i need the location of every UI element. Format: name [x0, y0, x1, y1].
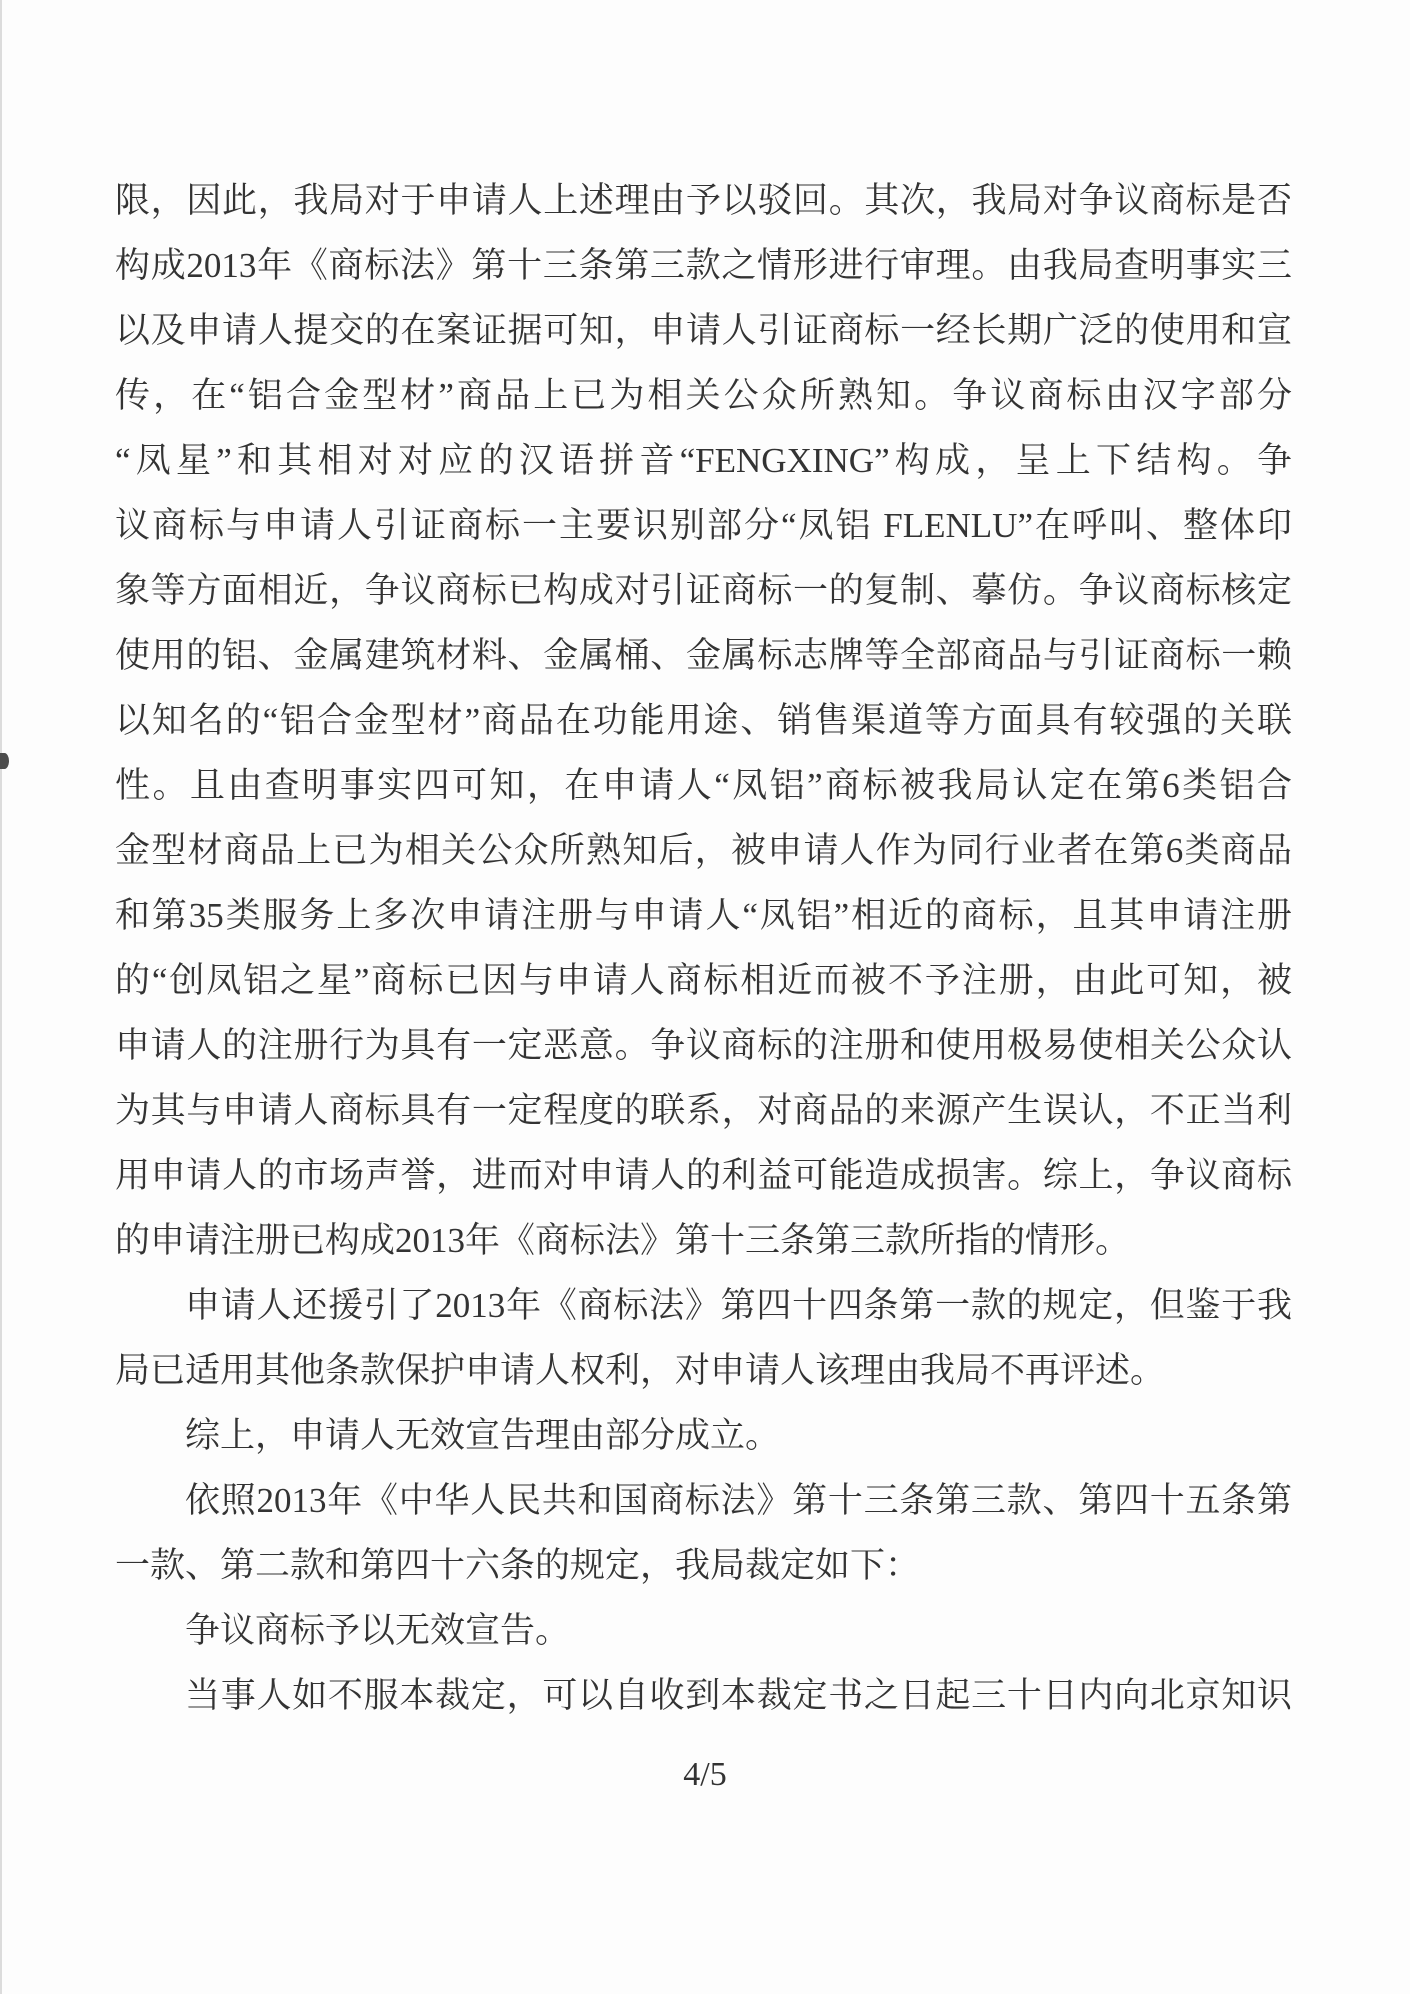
text-line: 和第35类服务上多次申请注册与申请人“凤铝”相近的商标，且其申请注册 [115, 896, 1292, 935]
text-line: 依照2013年《中华人民共和国商标法》第十三条第三款、第四十五条第 [185, 1481, 1292, 1520]
text-line: 为其与申请人商标具有一定程度的联系，对商品的来源产生误认，不正当利 [115, 1091, 1292, 1130]
scan-edge-artifact [0, 0, 2, 1994]
text-line: 金型材商品上已为相关公众所熟知后，被申请人作为同行业者在第6类商品 [115, 831, 1292, 870]
text-line: 以及申请人提交的在案证据可知，申请人引证商标一经长期广泛的使用和宣 [115, 311, 1292, 350]
text-line: 议商标与申请人引证商标一主要识别部分“凤铝 FLENLU”在呼叫、整体印 [115, 506, 1292, 545]
text-line: 使用的铝、金属建筑材料、金属桶、金属标志牌等全部商品与引证商标一赖 [115, 636, 1292, 675]
text-line: “凤星”和其相对对应的汉语拼音“FENGXING”构成，呈上下结构。争 [115, 441, 1292, 480]
text-line: 象等方面相近，争议商标已构成对引证商标一的复制、摹仿。争议商标核定 [115, 571, 1292, 610]
text-line: 申请人还援引了2013年《商标法》第四十四条第一款的规定，但鉴于我 [185, 1286, 1292, 1325]
text-line: 用申请人的市场声誉，进而对申请人的利益可能造成损害。综上，争议商标 [115, 1156, 1292, 1195]
text-line: 一款、第二款和第四十六条的规定，我局裁定如下： [115, 1546, 921, 1585]
text-line: 申请人的注册行为具有一定恶意。争议商标的注册和使用极易使相关公众认 [115, 1026, 1292, 1065]
text-line: 以知名的“铝合金型材”商品在功能用途、销售渠道等方面具有较强的关联 [115, 701, 1292, 740]
text-line: 争议商标予以无效宣告。 [185, 1611, 571, 1650]
text-line: 当事人如不服本裁定，可以自收到本裁定书之日起三十日内向北京知识 [185, 1676, 1292, 1715]
page-number: 4/5 [683, 1756, 727, 1793]
text-line: 构成2013年《商标法》第十三条第三款之情形进行审理。由我局查明事实三 [115, 246, 1292, 285]
text-line: 性。且由查明事实四可知，在申请人“凤铝”商标被我局认定在第6类铝合 [115, 766, 1292, 805]
text-line: 传，在“铝合金型材”商品上已为相关公众所熟知。争议商标由汉字部分 [115, 376, 1292, 415]
scan-speck-artifact [0, 753, 9, 769]
text-line: 的“创凤铝之星”商标已因与申请人商标相近而被不予注册，由此可知，被 [115, 961, 1292, 1000]
text-line: 综上，申请人无效宣告理由部分成立。 [185, 1416, 781, 1455]
text-line: 的申请注册已构成2013年《商标法》第十三条第三款所指的情形。 [115, 1221, 1131, 1260]
ruling-text-block [115, 168, 1292, 1728]
text-line: 局已适用其他条款保护申请人权利，对申请人该理由我局不再评述。 [115, 1351, 1166, 1390]
text-line: 限，因此，我局对于申请人上述理由予以驳回。其次，我局对争议商标是否 [115, 181, 1292, 220]
